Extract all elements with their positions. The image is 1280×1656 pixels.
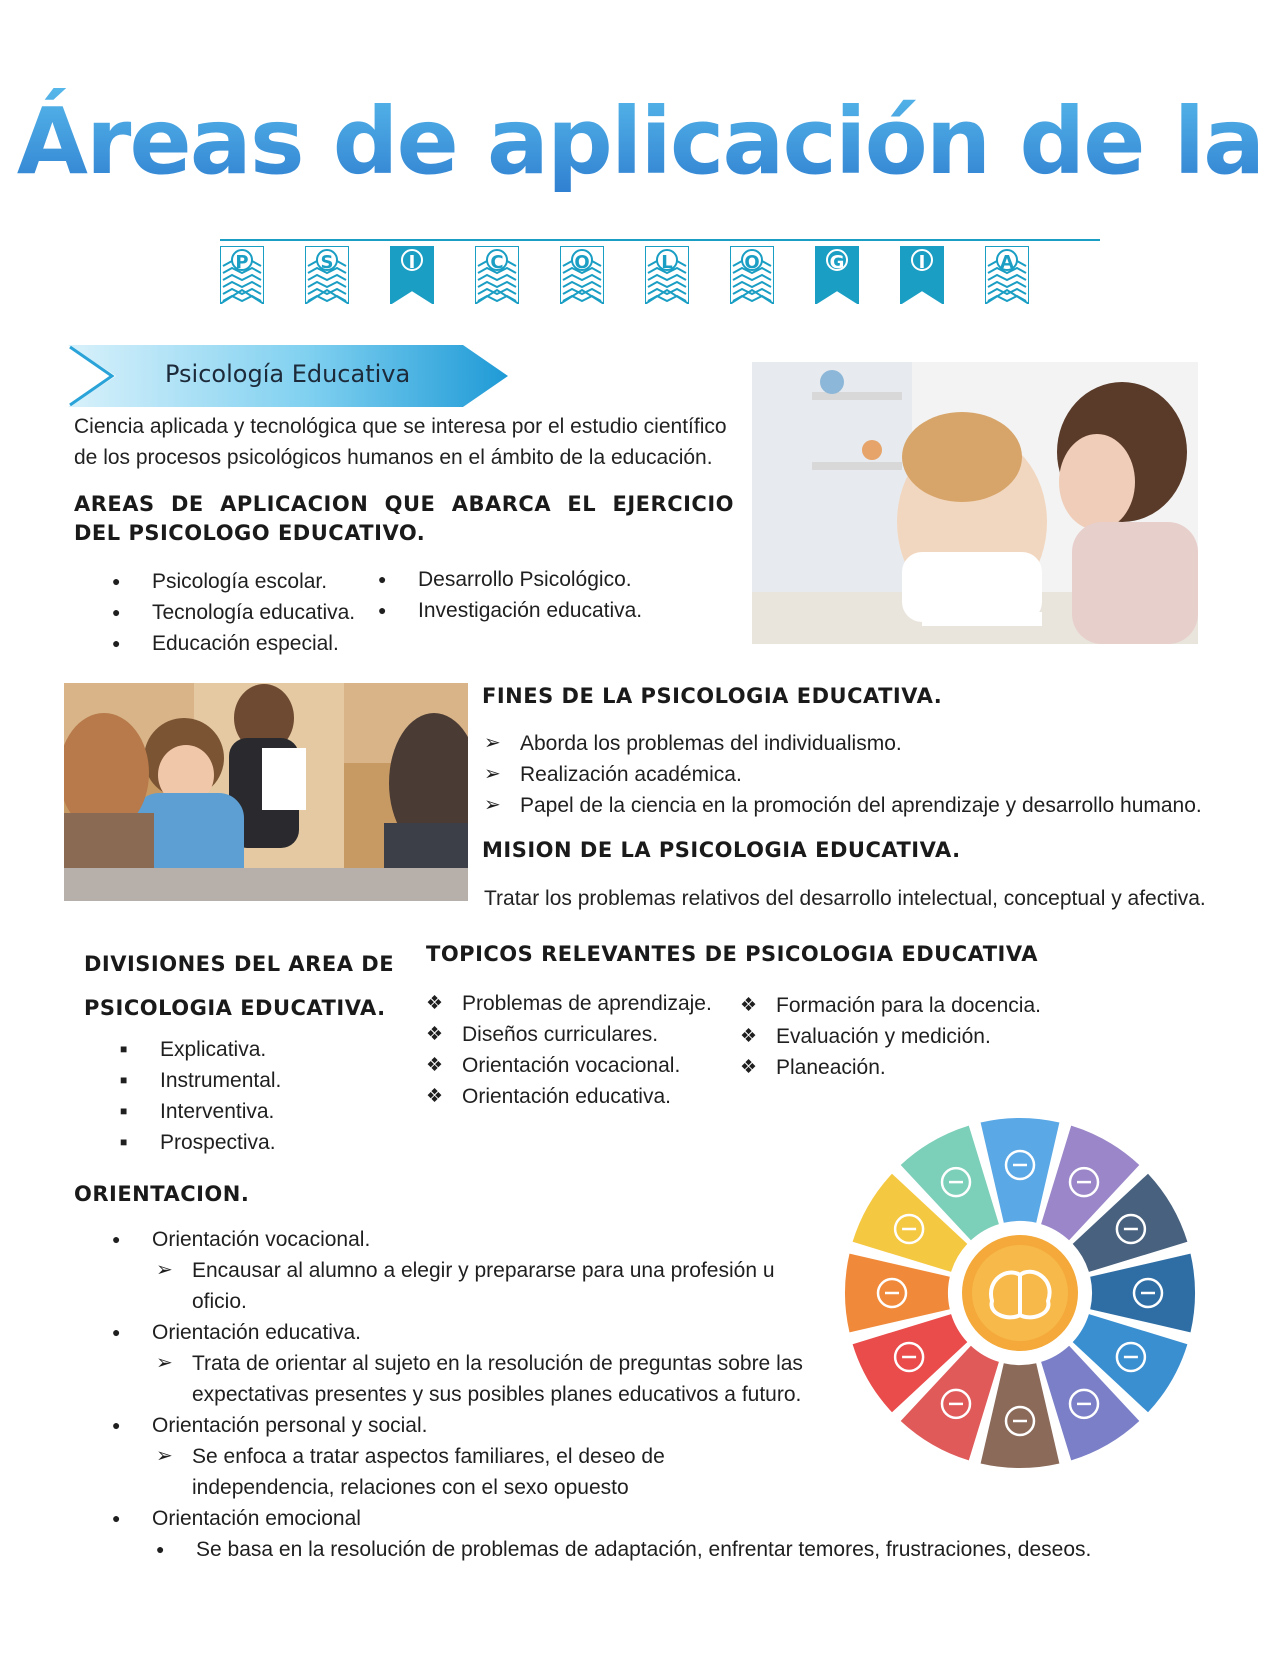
list-item: ➢ Realización académica.	[484, 759, 1224, 790]
orientacion-heading: ORIENTACION.	[74, 1182, 250, 1206]
list-item: ❖ Orientación vocacional.	[426, 1050, 712, 1081]
list-item: ➢ Aborda los problemas del individualismo.	[484, 728, 1224, 759]
list-item: ● Educación especial.	[112, 628, 355, 659]
divisiones-heading-line2: PSICOLOGIA EDUCATIVA.	[84, 996, 386, 1020]
list-item: ❖ Evaluación y medición.	[740, 1021, 1041, 1052]
list-item: ■ Interventiva.	[120, 1096, 281, 1127]
bunting-letter: L	[661, 252, 673, 273]
bunting-flag	[305, 246, 349, 304]
divisiones-heading-line1: DIVISIONES DEL AREA DE	[84, 952, 395, 976]
psicologia-bunting	[220, 236, 1100, 306]
bunting-flag	[645, 246, 689, 304]
fines-heading: FINES DE LA PSICOLOGIA EDUCATIVA.	[482, 684, 943, 708]
list-item: ● Investigación educativa.	[378, 595, 642, 626]
areas-list-2	[378, 564, 642, 626]
orientacion-detail: ➢ Se enfoca a tratar aspectos familiares, el deseo de independencia, relaciones con el sexo opuesto	[156, 1441, 812, 1503]
intro-paragraph: Ciencia aplicada y tecnológica que se interesa por el estudio científico de los procesos psicológicos humanos en el ámbito de la educación.	[74, 415, 727, 469]
fines-list	[484, 728, 1224, 821]
topicos-heading: TOPICOS RELEVANTES DE PSICOLOGIA EDUCATIVA	[426, 942, 1038, 966]
orientacion-detail: ● Se basa en la resolución de problemas de adaptación, enfrentar temores, frustraciones, deseos.	[156, 1534, 1156, 1565]
mision-heading: MISION DE LA PSICOLOGIA EDUCATIVA.	[482, 838, 961, 862]
bunting-flag	[900, 246, 944, 304]
list-item: ➢ Papel de la ciencia en la promoción del aprendizaje y desarrollo humano.	[484, 790, 1224, 821]
section-banner-label: Psicología Educativa	[165, 360, 411, 388]
divisiones-heading	[84, 942, 394, 1030]
list-item: ❖ Diseños curriculares.	[426, 1019, 712, 1050]
divisiones-list	[120, 1034, 281, 1158]
photo-child-with-teacher	[752, 362, 1198, 644]
orientacion-item: ● Orientación emocional	[112, 1503, 812, 1534]
bunting-flag	[815, 246, 859, 304]
bunting-letter: I	[408, 252, 416, 273]
bunting-letter: A	[1000, 252, 1014, 273]
orientacion-item: ● Orientación personal y social.	[112, 1410, 812, 1441]
orientacion-item: ● Orientación educativa.	[112, 1317, 812, 1348]
orientacion-item: ● Orientación vocacional.	[112, 1224, 812, 1255]
areas-list-1	[112, 566, 355, 659]
mision-text: Tratar los problemas relativos del desarrollo intelectual, conceptual y afectiva.	[484, 887, 1206, 910]
page-title: Áreas de aplicación de la	[0, 88, 1280, 195]
list-item: ❖ Formación para la docencia.	[740, 990, 1041, 1021]
bunting-flag	[730, 246, 774, 304]
orientacion-detail: ➢ Trata de orientar al sujeto en la resolución de preguntas sobre las expectativas presentes y sus posibles planes educativos a futuro.	[156, 1348, 812, 1410]
bunting-letter: P	[235, 252, 249, 273]
orientacion-detail: ➢ Encausar al alumno a elegir y prepararse para una profesión u oficio.	[156, 1255, 812, 1317]
list-item: ● Psicología escolar.	[112, 566, 355, 597]
bunting-flag	[390, 246, 434, 304]
bunting-letter: O	[574, 252, 590, 273]
orientacion-list	[112, 1224, 1092, 1565]
list-item: ● Tecnología educativa.	[112, 597, 355, 628]
list-item: ❖ Problemas de aprendizaje.	[426, 988, 712, 1019]
education-icons-wheel	[835, 1108, 1205, 1478]
areas-heading: AREAS DE APLICACION QUE ABARCA EL EJERCICIO DEL PSICOLOGO EDUCATIVO.	[74, 492, 734, 545]
list-item: ■ Instrumental.	[120, 1065, 281, 1096]
list-item: ■ Explicativa.	[120, 1034, 281, 1065]
photo-students-group	[64, 683, 468, 901]
bunting-letter: G	[829, 252, 845, 273]
list-item: ■ Prospectiva.	[120, 1127, 281, 1158]
bunting-flag	[475, 246, 519, 304]
bunting-letter: I	[918, 252, 926, 273]
bunting-letter: O	[744, 252, 760, 273]
bunting-flag	[985, 246, 1029, 304]
topicos-list-1	[426, 988, 712, 1112]
bunting-flag	[220, 246, 264, 304]
list-item: ❖ Orientación educativa.	[426, 1081, 712, 1112]
list-item: ❖ Planeación.	[740, 1052, 1041, 1083]
topicos-list-2	[740, 990, 1041, 1083]
bunting-letter: S	[320, 252, 334, 273]
bunting-letter: C	[490, 252, 504, 273]
bunting-flag	[560, 246, 604, 304]
list-item: ● Desarrollo Psicológico.	[378, 564, 642, 595]
